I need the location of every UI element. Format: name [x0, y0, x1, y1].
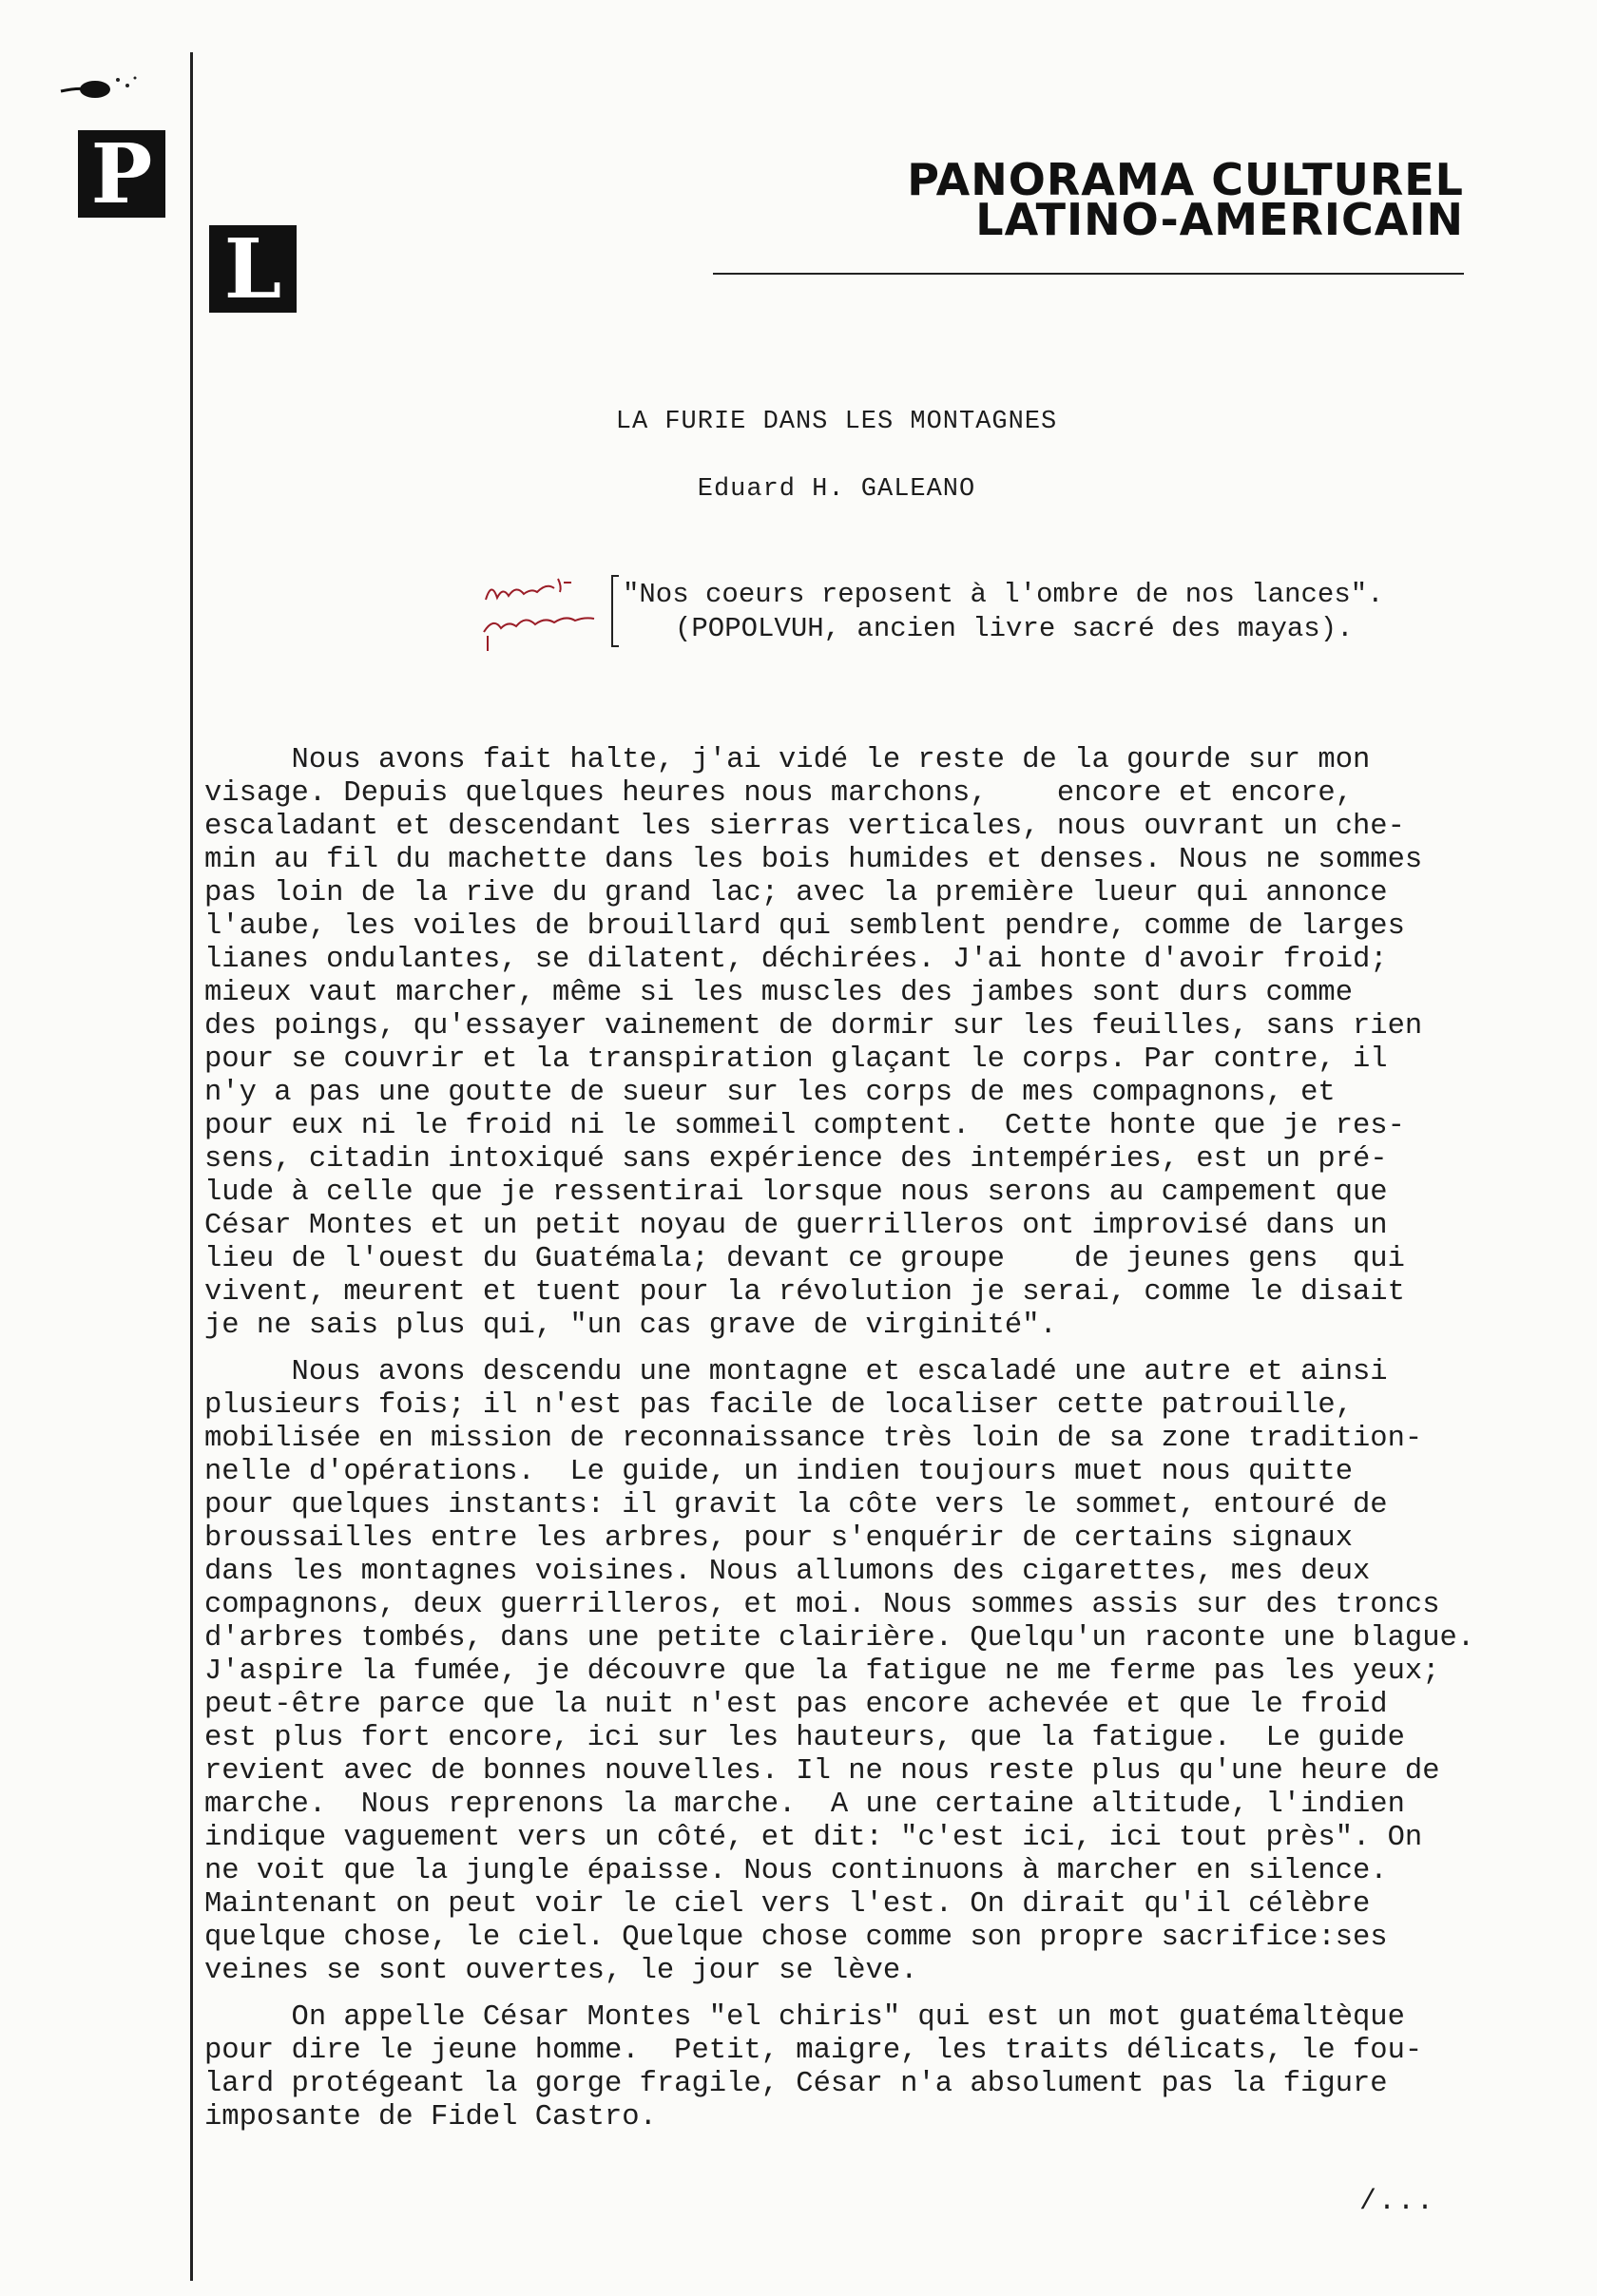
text-line: ne voit que la jungle épaisse. Nous continuons à marcher en silence.	[204, 1855, 1388, 1887]
text-line: d'arbres tombés, dans une petite clairière. Quelqu'un raconte une blague.	[204, 1622, 1475, 1655]
handwritten-annotation-icon	[480, 573, 604, 659]
text-line: lude à celle que je ressentirai lorsque nous serons au campement que	[204, 1177, 1388, 1209]
text-line: min au fil du machette dans les bois humides et denses. Nous ne sommes	[204, 844, 1423, 876]
article-title: LA FURIE DANS LES MONTAGNES	[615, 408, 1058, 436]
text-line: pour eux ni le froid ni le sommeil comptent. Cette honte que je res-	[204, 1110, 1405, 1142]
text-line: revient avec de bonnes nouvelles. Il ne nous reste plus qu'une heure de	[204, 1755, 1440, 1788]
margin-rule	[190, 52, 193, 2281]
text-line: escaladant et descendant les sierras verticales, nous ouvrant un che-	[204, 811, 1405, 843]
text-line: lianes ondulantes, se dilatent, déchirées. J'ai honte d'avoir froid;	[204, 944, 1388, 976]
text-line: César Montes et un petit noyau de guerrilleros ont improvisé dans un	[204, 1210, 1388, 1242]
masthead-line-2: LATINO-AMERICAIN	[975, 194, 1464, 245]
logo-l: L	[209, 225, 297, 313]
text-line: des poings, qu'essayer vainement de dormir sur les feuilles, sans rien	[204, 1010, 1423, 1043]
masthead-title	[665, 154, 1464, 245]
text-line: dans les montagnes voisines. Nous allumons des cigarettes, mes deux	[204, 1556, 1371, 1588]
epigraph-bracket	[611, 575, 619, 647]
text-line: broussailles entre les arbres, pour s'enquérir de certains signaux	[204, 1522, 1353, 1555]
text-line: quelque chose, le ciel. Quelque chose comme son propre sacrifice:ses	[204, 1922, 1388, 1954]
text-line: l'aube, les voiles de brouillard qui semblent pendre, comme de larges	[204, 910, 1405, 943]
text-line: lieu de l'ouest du Guatémala; devant ce groupe de jeunes gens qui	[204, 1243, 1405, 1275]
text-line: Nous avons fait halte, j'ai vidé le reste de la gourde sur mon	[204, 744, 1371, 776]
text-line: nelle d'opérations. Le guide, un indien toujours muet nous quitte	[204, 1456, 1353, 1488]
epigraph-source: (POPOLVUH, ancien livre sacré des mayas).	[675, 613, 1354, 644]
text-line: visage. Depuis quelques heures nous marchons, encore et encore,	[204, 777, 1353, 810]
text-line: mieux vaut marcher, même si les muscles des jambes sont durs comme	[204, 977, 1353, 1009]
epigraph	[623, 578, 1478, 646]
continuation-mark: /...	[1359, 2186, 1436, 2218]
text-line: n'y a pas une goutte de sueur sur les corps de mes compagnons, et	[204, 1077, 1336, 1109]
text-line: compagnons, deux guerrilleros, et moi. Nous sommes assis sur des troncs	[204, 1589, 1440, 1621]
text-line: pour quelques instants: il gravit la côte vers le sommet, entouré de	[204, 1489, 1388, 1521]
text-line: Maintenant on peut voir le ciel vers l'est. On dirait qu'il célèbre	[204, 1888, 1371, 1921]
ink-blot-icon	[59, 68, 144, 106]
text-line: est plus fort encore, ici sur les hauteurs, que la fatigue. Le guide	[204, 1722, 1405, 1754]
article-body	[204, 744, 1535, 2134]
text-line: indique vaguement vers un côté, et dit: "c'est ici, ici tout près". On	[204, 1822, 1423, 1854]
masthead-line-1: PANORAMA CULTUREL	[907, 154, 1464, 205]
text-line: pas loin de la rive du grand lac; avec la première lueur qui annonce	[204, 877, 1388, 909]
text-line: On appelle César Montes "el chiris" qui est un mot guatémaltèque	[204, 2001, 1405, 2034]
text-line: plusieurs fois; il n'est pas facile de localiser cette patrouille,	[204, 1389, 1353, 1422]
text-line: je ne sais plus qui, "un cas grave de virginité".	[204, 1310, 1057, 1342]
text-line: Nous avons descendu une montagne et escaladé une autre et ainsi	[204, 1356, 1388, 1388]
text-line: J'aspire la fumée, je découvre que la fatigue ne me ferme pas les yeux;	[204, 1655, 1440, 1688]
masthead-rule	[713, 273, 1464, 275]
text-line: pour dire le jeune homme. Petit, maigre, les traits délicats, le fou-	[204, 2035, 1423, 2067]
text-line: vivent, meurent et tuent pour la révolution je serai, comme le disait	[204, 1276, 1405, 1309]
logo-p: P	[78, 130, 165, 218]
text-line: pour se couvrir et la transpiration glaçant le corps. Par contre, il	[204, 1043, 1388, 1076]
text-line: marche. Nous reprenons la marche. A une certaine altitude, l'indien	[204, 1789, 1405, 1821]
text-line: lard protégeant la gorge fragile, César n'a absolument pas la figure	[204, 2068, 1388, 2100]
text-line: sens, citadin intoxiqué sans expérience des intempéries, est un pré-	[204, 1143, 1388, 1176]
text-line: peut-être parce que la nuit n'est pas encore achevée et que le froid	[204, 1689, 1388, 1721]
article-author: Eduard H. GALEANO	[697, 475, 976, 504]
epigraph-quote: "Nos coeurs reposent à l'ombre de nos lances".	[623, 579, 1384, 610]
text-line: veines se sont ouvertes, le jour se lève.	[204, 1955, 918, 1987]
text-line: mobilisée en mission de reconnaissance très loin de sa zone tradition-	[204, 1423, 1423, 1455]
text-line: imposante de Fidel Castro.	[204, 2101, 657, 2133]
